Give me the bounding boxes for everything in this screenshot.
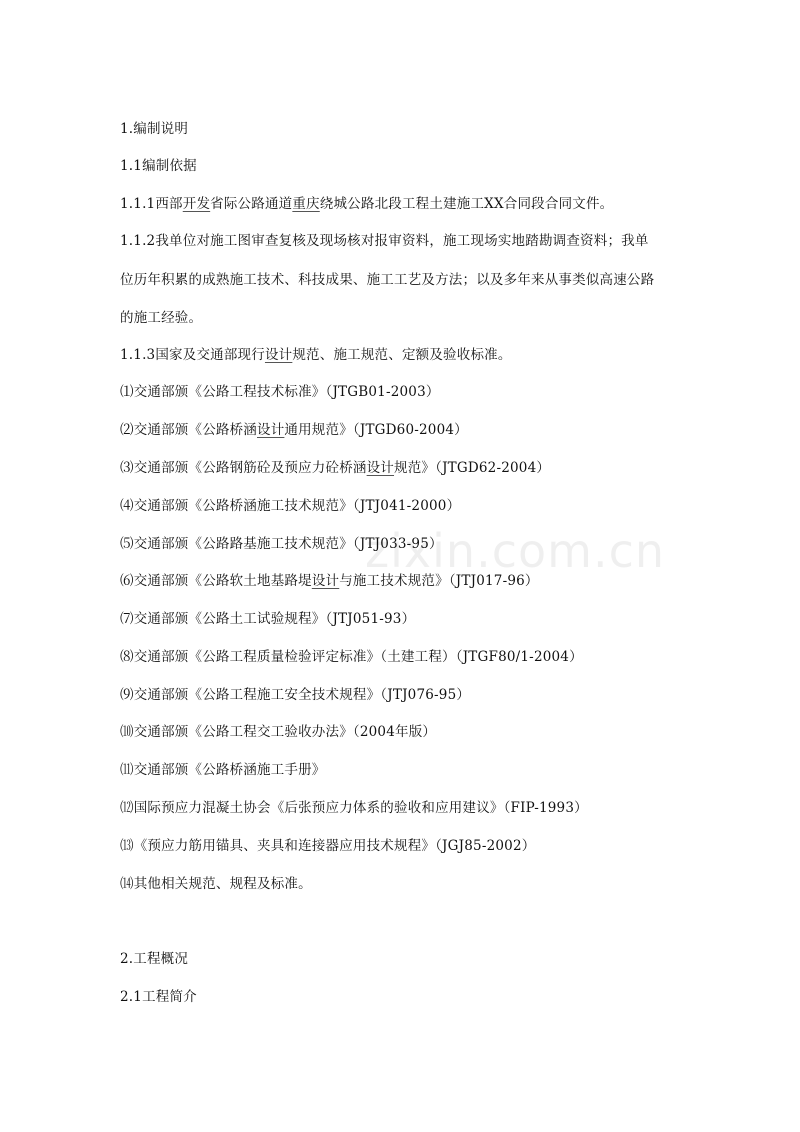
link-chongqing[interactable]: 重庆 [292, 196, 320, 212]
reference-item-9: ⑼交通部颁《公路工程施工安全技术规程》（JTJ076-95） [120, 687, 471, 703]
reference-item-3-part-b: 规范》（JTGD62-2004） [394, 460, 551, 476]
paragraph-1-1-1-part-a: 1.1.1西部 [120, 196, 183, 212]
paragraph-1-1-1-part-b: 省际公路通道 [210, 196, 293, 212]
reference-item-6-part-a: ⑹交通部颁《公路软土地基路堤 [120, 573, 312, 589]
reference-item-2 [120, 421, 468, 439]
link-sheji-2[interactable]: 设计 [257, 422, 285, 438]
reference-item-2-part-a: ⑵交通部颁《公路桥涵 [120, 422, 257, 438]
reference-item-14: ⒁其他相关规范、规程及标准。 [120, 876, 312, 892]
reference-item-12: ⑿国际预应力混凝土协会《后张预应力体系的验收和应用建议》（FIP-1993） [120, 800, 588, 816]
paragraph-1-1-1-part-c: 绕城公路北段工程土建施工XX合同段合同文件。 [319, 196, 614, 212]
link-kaifa[interactable]: 开发 [182, 196, 211, 212]
reference-item-10: ⑽交通部颁《公路工程交工验收办法》（2004年版） [120, 724, 437, 740]
paragraph-1-1-3-part-b: 规范、施工规范、定额及验收标准。 [292, 347, 512, 363]
reference-item-5: ⑸交通部颁《公路路基施工技术规范》（JTJ033-95） [120, 536, 443, 552]
paragraph-1-1-2-line-1: 1.1.2我单位对施工图审查复核及现场核对报审资料，施工现场实地踏勘调查资料；我单 [120, 233, 649, 249]
paragraph-1-1-1 [120, 195, 613, 213]
paragraph-1-1-3 [120, 346, 512, 364]
watermark: zixin.com.cn [365, 524, 666, 578]
heading-section-2-1: 2.1工程简介 [120, 989, 197, 1005]
paragraph-1-1-3-part-a: 1.1.3国家及交通部现行 [120, 347, 265, 363]
link-sheji[interactable]: 设计 [264, 347, 293, 363]
reference-item-11: ⑾交通部颁《公路桥涵施工手册》 [120, 762, 326, 778]
heading-section-2: 2.工程概况 [120, 951, 189, 967]
reference-item-6 [120, 572, 539, 590]
reference-item-13: ⒀《预应力筋用锚具、夹具和连接器应用技术规程》（JGJ85-2002） [120, 838, 536, 854]
heading-section-1-1: 1.1编制依据 [120, 158, 197, 174]
heading-section-1: 1.编制说明 [120, 121, 189, 137]
reference-item-7: ⑺交通部颁《公路土工试验规程》（JTJ051-93） [120, 611, 416, 627]
link-sheji-6[interactable]: 设计 [311, 573, 340, 589]
paragraph-1-1-2-line-3: 的施工经验。 [120, 310, 203, 326]
reference-item-8: ⑻交通部颁《公路工程质量检验评定标准》（土建工程）（JTGF80/1-2004） [120, 649, 583, 665]
reference-item-3 [120, 459, 550, 477]
reference-item-1: ⑴交通部颁《公路工程技术标准》（JTGB01-2003） [120, 384, 440, 400]
reference-item-2-part-b: 通用规范》（JTGD60-2004） [284, 422, 468, 438]
reference-item-3-part-a: ⑶交通部颁《公路钢筋砼及预应力砼桥涵 [120, 460, 367, 476]
reference-item-4: ⑷交通部颁《公路桥涵施工技术规范》（JTJ041-2000） [120, 498, 461, 514]
paragraph-1-1-2-line-2: 位历年积累的成熟施工技术、科技成果、施工工艺及方法；以及多年来从事类似高速公路 [120, 272, 655, 288]
reference-item-6-part-b: 与施工技术规范》（JTJ017-96） [339, 573, 539, 589]
link-sheji-3[interactable]: 设计 [366, 460, 395, 476]
